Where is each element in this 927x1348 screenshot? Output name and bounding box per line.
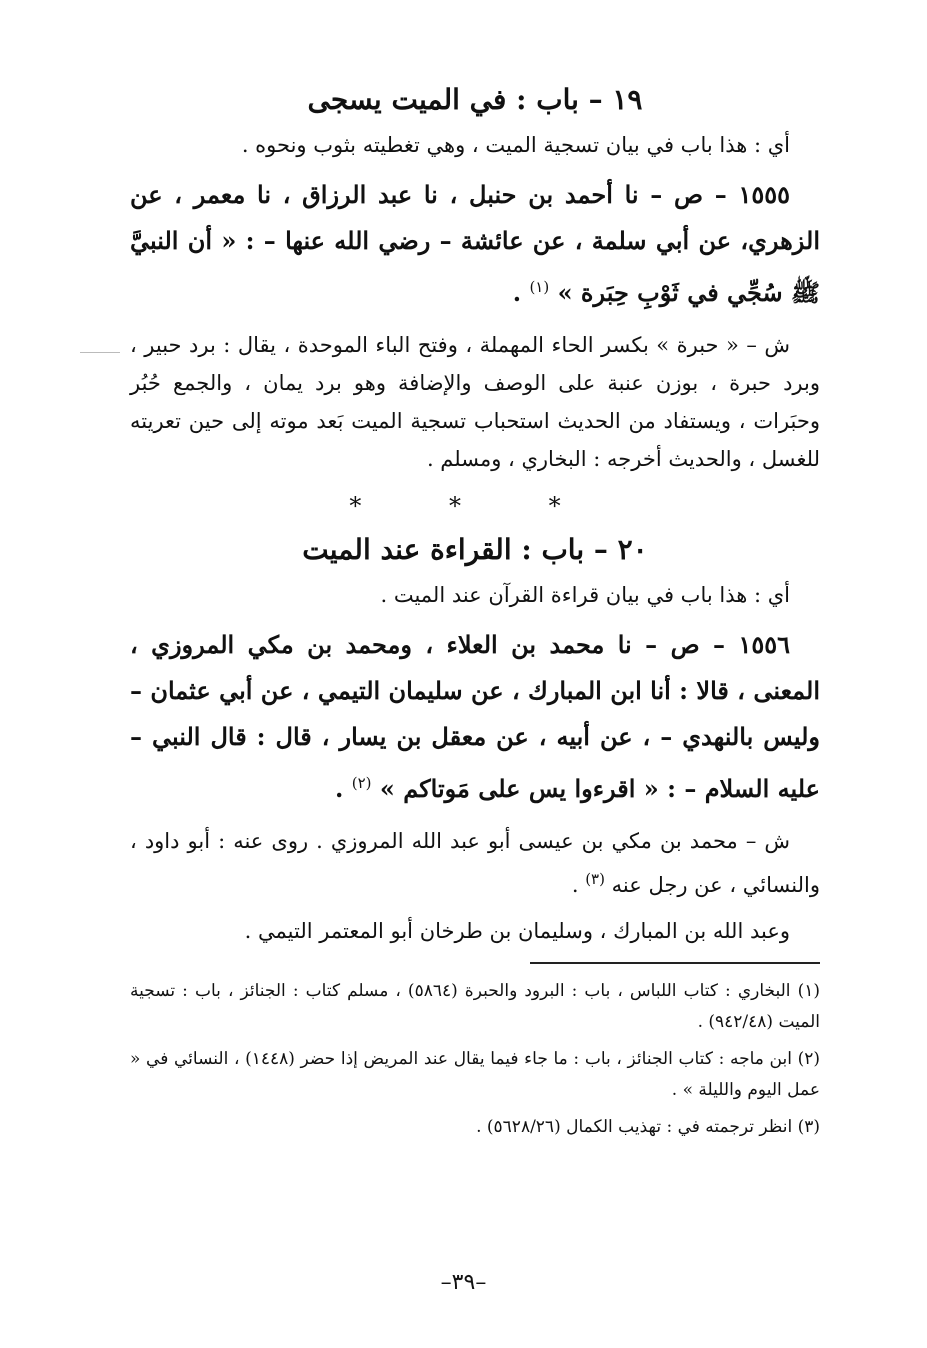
commentary-text: ش – محمد بن مكي بن عيسى أبو عبد الله المروزي . روى عنه : أبو داود ، والنسائي ، عن رجل عنه <box>130 829 820 897</box>
scan-mark <box>80 352 120 353</box>
commentary-end: . <box>571 873 586 897</box>
footnote-1: (١) البخاري : كتاب اللباس ، باب : البرود والحبرة (٥٨٦٤) ، مسلم كتاب : الجنائز ، باب : تسجية الميت (٩٤٢/٤٨) . <box>130 981 820 1032</box>
commentary-1556 <box>130 822 820 904</box>
footnote-ref-3[interactable]: (٣) <box>585 870 605 888</box>
hadith-1555 <box>130 172 820 316</box>
chapter-heading-19: ١٩ – باب : في الميت يسجى <box>307 83 643 116</box>
chapter-heading-20: ٢٠ – باب : القراءة عند الميت <box>302 533 648 566</box>
footnote-2: (٢) ابن ماجه : كتاب الجنائز ، باب : ما جاء فيما يقال عند المريض إذا حضر (١٤٤٨) ، النسائي في « عمل اليوم والليلة » . <box>130 1049 820 1100</box>
hadith-end: . <box>512 278 530 307</box>
footnote-divider <box>530 962 820 964</box>
commentary-1555: ش – « حبرة » بكسر الحاء المهملة ، وفتح الباء الموحدة ، يقال : برد حبير ، وبرد حبرة ، بوزن عنبة على الوصف والإضافة وهو برد يمان ، والجمع حُبُر وحبَرات ، ويستفاد من الحديث استحباب تسجية الميت بَعد موته إلى حين تعريته للغسل ، والحديث أخرجه : البخاري ، ومسلم . <box>130 333 820 471</box>
hadith-1556 <box>130 622 820 812</box>
footnote-ref-1[interactable]: (١) <box>529 278 550 296</box>
chapter-intro-19: أي : هذا باب في بيان تسجية الميت ، وهي تغطيته بثوب ونحوه . <box>241 133 790 157</box>
commentary-continuation: وعبد الله بن المبارك ، وسليمان بن طرخان أبو المعتمر التيمي . <box>244 919 790 943</box>
hadith-end: . <box>335 774 352 803</box>
hadith-text: ١٥٥٦ – ص – نا محمد بن العلاء ، ومحمد بن مكي المروزي ، المعنى ، قالا : أنا ابن المبارك ، عن سليمان التيمي ، عن أبي عثمان – وليس بالنهدي – ، عن أبيه ، عن معقل بن يسار ، قال : قال النبي – عليه السلام – : « اقرءوا يس على مَوتاكم » <box>130 630 820 803</box>
page-number: –٣٩– <box>440 1270 487 1295</box>
footnote-3: (٣) انظر ترجمته في : تهذيب الكمال (٥٦٢٨/٢٦) . <box>476 1117 820 1137</box>
chapter-intro-20: أي : هذا باب في بيان قراءة القرآن عند الميت . <box>380 583 790 607</box>
book-page <box>130 80 820 1149</box>
section-separator: * * * <box>349 492 601 520</box>
hadith-text: ١٥٥٥ – ص – نا أحمد بن حنبل ، نا عبد الرزاق ، نا معمر ، عن الزهري، عن أبي سلمة ، عن عائشة – رضي الله عنها – : « أن النبيَّ ﷺ سُجِّي في ثَوْبِ حِبَرة » <box>130 180 820 307</box>
footnote-ref-2[interactable]: (٢) <box>351 774 372 792</box>
